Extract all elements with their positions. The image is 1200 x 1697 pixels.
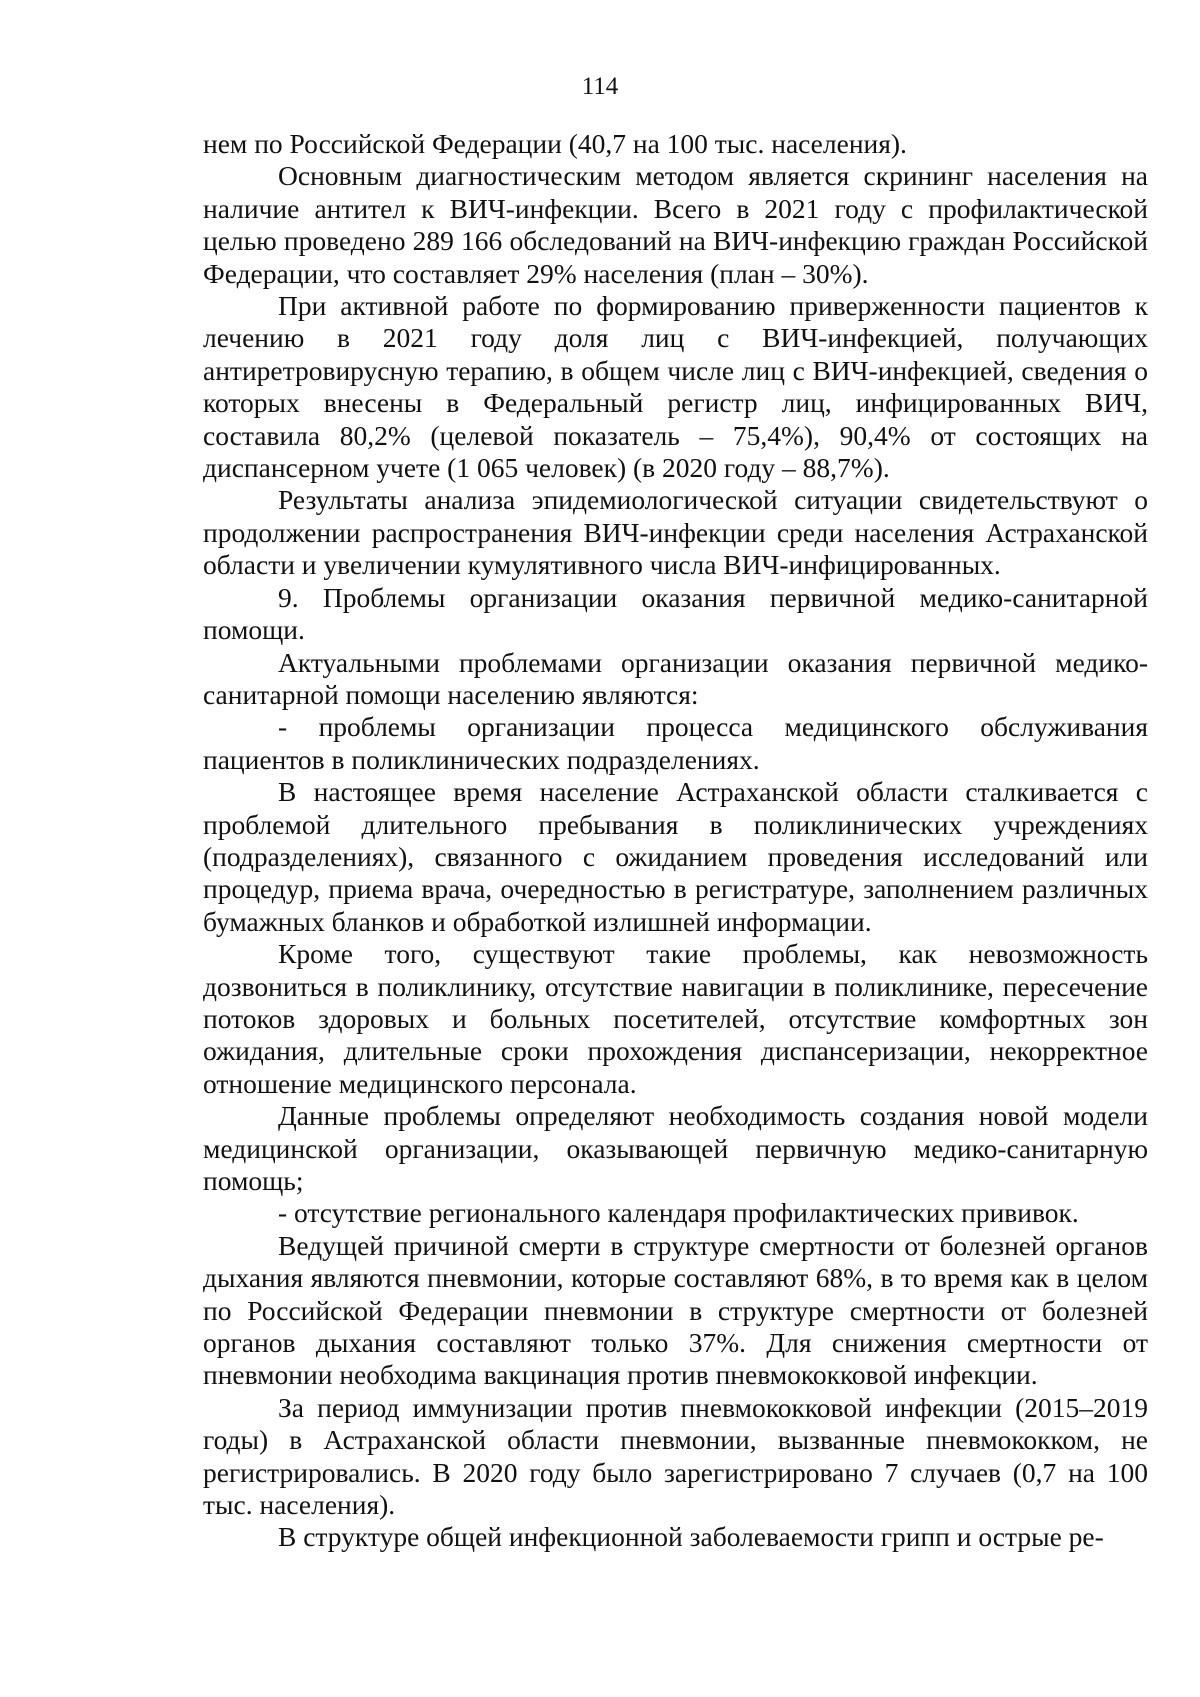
paragraph: Кроме того, существуют такие проблемы, как невозможность дозвониться в поликлинику, отсутствие навигации в поликлинике, пересечение потоков здоровых и больных посетителей, отсутствие комфортных зон ожидания, длительные сроки прохождения диспансеризации, некорректное отношение медицинского персонала. [203, 938, 1148, 1099]
list-item: - отсутствие регионального календаря профилактических прививок. [278, 1197, 1079, 1229]
paragraph: нем по Российской Федерации (40,7 на 100 тыс. населения). [203, 128, 907, 159]
paragraph: В структуре общей инфекционной заболеваемости грипп и острые ре- [278, 1521, 1104, 1553]
document-body [203, 128, 1148, 1554]
paragraph: Ведущей причиной смерти в структуре смертности от болезней органов дыхания являются пневмонии, которые составляют 68%, в то время как в целом по Российской Федерации пневмонии в структуре смертности от болезней органов дыхания составляют только 37%. Для снижения смертности от пневмонии необходима вакцинация против пневмококковой инфекции. [203, 1229, 1148, 1391]
paragraph: Данные проблемы определяют необходимость создания новой модели медицинской организации, оказывающей первичную медико-санитарную помощь; [203, 1100, 1148, 1196]
paragraph: За период иммунизации против пневмококковой инфекции (2015–2019 годы) в Астраханской области пневмонии, вызванные пневмококком, не регистрировались. В 2020 году было зарегистрировано 7 случаев (0,7 на 100 тыс. населения). [203, 1391, 1148, 1521]
paragraph: В настоящее время население Астраханской области сталкивается с проблемой длительного пребывания в поликлинических учреждениях (подразделениях), связанного с ожиданием проведения исследований или процедур, приема врача, очередностью в регистратуре, заполнением различных бумажных бланков и обработкой излишней информации. [203, 776, 1148, 937]
paragraph: При активной работе по формированию приверженности пациентов к лечению в 2021 году доля лиц с ВИЧ-инфекцией, получающих антиретровирусную терапию, в общем числе лиц с ВИЧ-инфекцией, сведения о которых внесены в Федеральный регистр лиц, инфицированных ВИЧ, составила 80,2% (целевой показатель – 75,4%), 90,4% от состоящих на диспансерном учете (1 065 человек) (в 2020 году – 88,7%). [203, 290, 1148, 484]
list-item: - проблемы организации процесса медицинского обслуживания пациентов в поликлинических подразделениях. [203, 711, 1148, 775]
section-heading: 9. Проблемы организации оказания первичной медико-санитарной помощи. [203, 581, 1148, 646]
paragraph: Основным диагностическим методом является скрининг населения на наличие антител к ВИЧ-инфекции. Всего в 2021 году с профилактической целью проведено 289 166 обследований на ВИЧ-инфекцию граждан Российской Федерации, что составляет 29% населения (план – 30%). [203, 160, 1148, 289]
page-number: 114 [581, 73, 619, 100]
paragraph: Актуальными проблемами организации оказания первичной медико-санитарной помощи населению являются: [203, 646, 1148, 710]
paragraph: Результаты анализа эпидемиологической ситуации свидетельствуют о продолжении распространения ВИЧ-инфекции среди населения Астраханской области и увеличении кумулятивного числа ВИЧ-инфицированных. [203, 484, 1148, 581]
